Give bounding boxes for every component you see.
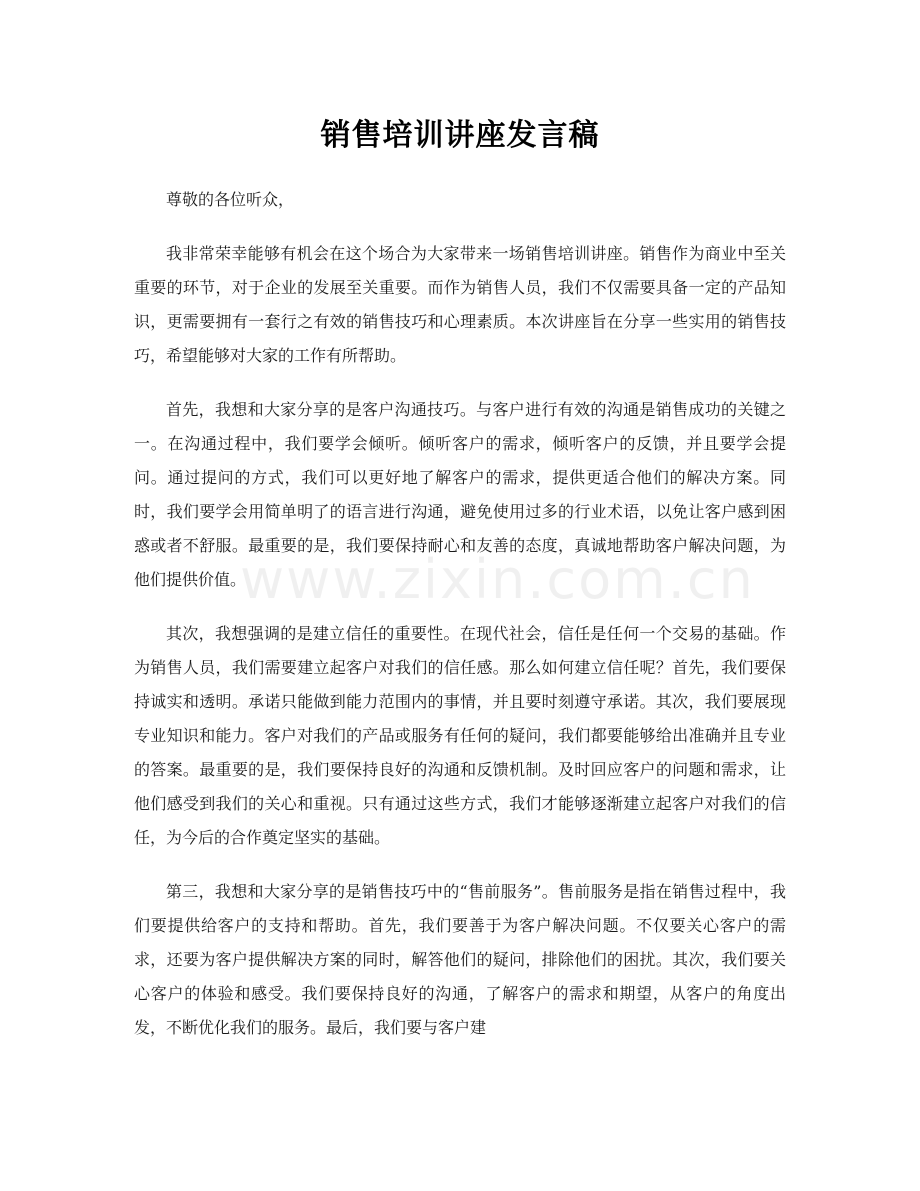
salutation: 尊敬的各位听众， [166, 190, 295, 209]
paragraph-communication: 首先，我想和大家分享的是客户沟通技巧。与客户进行有效的沟通是销售成功的关键之一。在沟通过程中，我们要学会倾听。倾听客户的需求，倾听客户的反馈，并且要学会提问。通过提问的方式，我们可以更好地了解客户的需求，提供更适合他们的解决方案。同时，我们要学会用简单明了的语言进行沟通，避免使用过多的行业术语，以免让客户感到困惑或者不舒服。最重要的是，我们要保持耐心和友善的态度，真诚地帮助客户解决问题，为他们提供价值。 [134, 400, 786, 589]
paragraph-presales: 第三，我想和大家分享的是销售技巧中的“售前服务”。售前服务是指在销售过程中，我们要提供给客户的支持和帮助。首先，我们要善于为客户解决问题。不仅要关心客户的需求，还要为客户提供解决方案的同时，解答他们的疑问，排除他们的困扰。其次，我们要关心客户的体验和感受。我们要保持良好的沟通，了解客户的需求和期望，从客户的角度出发，不断优化我们的服务。最后，我们要与客户建 [134, 882, 786, 1037]
paragraph-intro: 我非常荣幸能够有机会在这个场合为大家带来一场销售培训讲座。销售作为商业中至关重要的环节，对于企业的发展至关重要。而作为销售人员，我们不仅需要具备一定的产品知识，更需要拥有一套行之有效的销售技巧和心理素质。本次讲座旨在分享一些实用的销售技巧，希望能够对大家的工作有所帮助。 [134, 244, 786, 365]
document-body [134, 183, 786, 1065]
paragraph-trust: 其次，我想强调的是建立信任的重要性。在现代社会，信任是任何一个交易的基础。作为销售人员，我们需要建立起客户对我们的信任感。那么如何建立信任呢？首先，我们要保持诚实和透明。承诺只能做到能力范围内的事情，并且要时刻遵守承诺。其次，我们要展现专业知识和能力。客户对我们的产品或服务有任何的疑问，我们都要能够给出准确并且专业的答案。最重要的是，我们要保持良好的沟通和反馈机制。及时回应客户的问题和需求，让他们感受到我们的关心和重视。只有通过这些方式，我们才能够逐渐建立起客户对我们的信任，为今后的合作奠定坚实的基础。 [134, 624, 786, 847]
watermark: www.zixin.com.cn [240, 548, 755, 611]
document-title: 销售培训讲座发言稿 [320, 118, 600, 153]
